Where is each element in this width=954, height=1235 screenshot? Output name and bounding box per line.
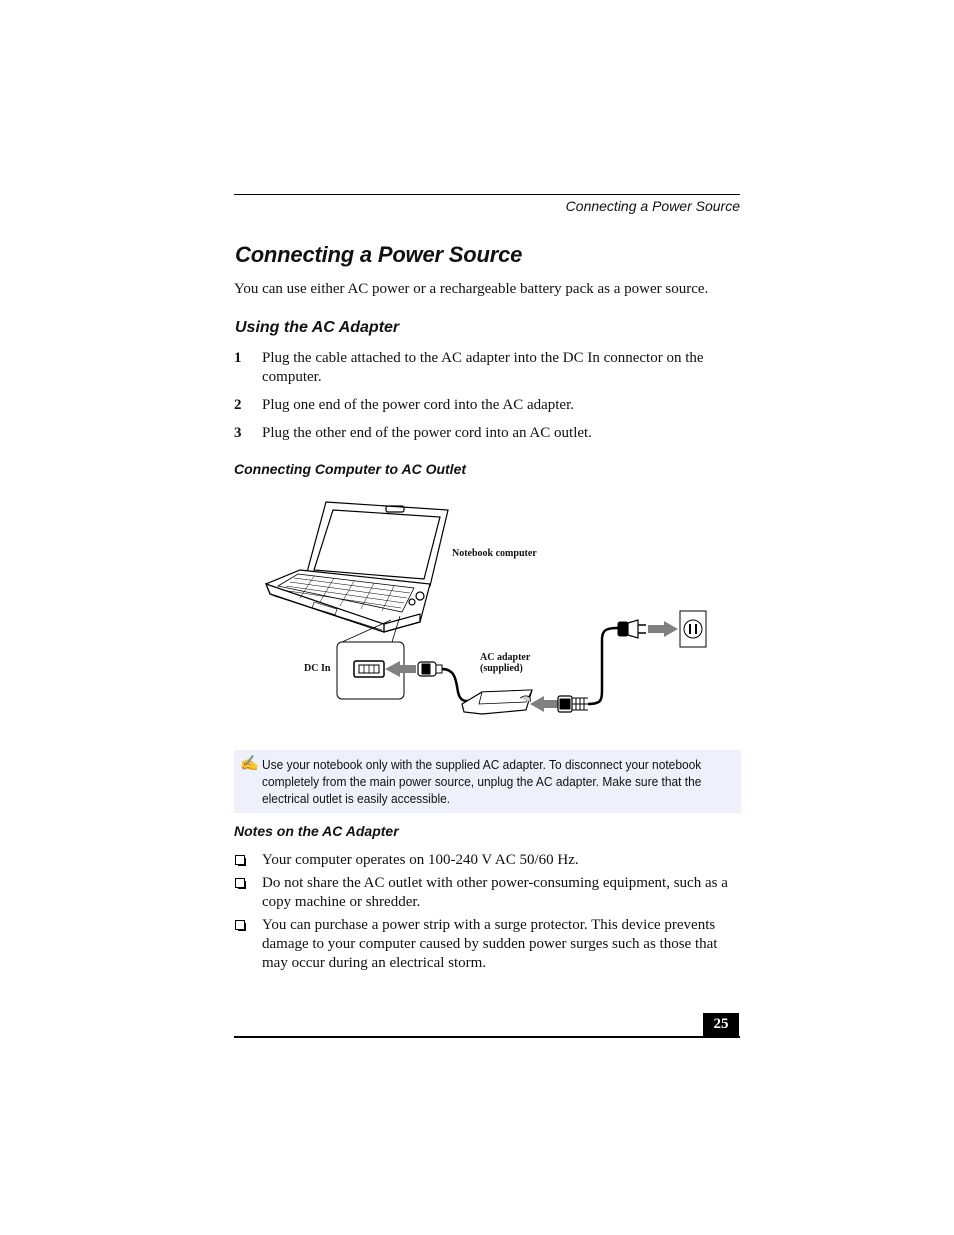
note-box bbox=[234, 750, 741, 813]
intro-paragraph: You can use either AC power or a rechargeable battery pack as a power source. bbox=[234, 281, 709, 297]
step-number: 2 bbox=[234, 397, 242, 413]
bullet-text: Your computer operates on 100-240 V AC 50/60 Hz. bbox=[262, 852, 579, 868]
section-heading: Using the AC Adapter bbox=[235, 319, 400, 336]
note-text: Use your notebook only with the supplied AC adapter. To disconnect your notebook completely from the main power source, unplug the AC adapter. Make sure that the electrical outlet is easily accessible. bbox=[262, 757, 702, 806]
connection-diagram bbox=[234, 492, 740, 732]
figure-caption: Connecting Computer to AC Outlet bbox=[234, 461, 467, 477]
connection-figure bbox=[234, 492, 740, 732]
header-rule bbox=[234, 194, 740, 195]
wall-outlet-icon bbox=[680, 611, 706, 647]
label-ac-adapter-line2: (supplied) bbox=[480, 663, 523, 674]
power-cord-connector-icon bbox=[558, 696, 588, 712]
arrow-icon bbox=[530, 696, 558, 712]
bullet-item bbox=[234, 916, 740, 976]
checkbox-bullet-icon bbox=[235, 878, 245, 888]
bullet-item bbox=[234, 851, 740, 871]
bullet-text: Do not share the AC outlet with other power-consuming equipment, such as a copy machine or shredder. bbox=[262, 875, 728, 910]
bullet-text: You can purchase a power strip with a surge protector. This device prevents damage to your computer caused by sudden power surges such as those that may occur during an electrical storm. bbox=[262, 917, 718, 971]
label-ac-adapter-line1: AC adapter bbox=[480, 652, 531, 663]
page-number: 25 bbox=[703, 1013, 739, 1037]
label-ac-adapter bbox=[480, 652, 530, 674]
step-number: 3 bbox=[234, 425, 242, 441]
footer-rule bbox=[234, 1036, 740, 1038]
running-head: Connecting a Power Source bbox=[565, 198, 740, 214]
step-number: 1 bbox=[234, 350, 242, 366]
ac-plug-icon bbox=[618, 620, 646, 638]
notebook-computer-icon bbox=[266, 502, 448, 632]
step-text: Plug the cable attached to the AC adapter into the DC In connector on the computer. bbox=[262, 350, 704, 385]
label-dc-in: DC In bbox=[304, 663, 331, 674]
step-item bbox=[234, 396, 740, 416]
ac-adapter-icon bbox=[462, 690, 532, 714]
step-text: Plug one end of the power cord into the AC adapter. bbox=[262, 397, 575, 413]
step-text: Plug the other end of the power cord into an AC outlet. bbox=[262, 425, 592, 441]
pencil-note-icon: ✍ bbox=[240, 756, 259, 772]
bullet-item bbox=[234, 874, 740, 914]
label-notebook-computer: Notebook computer bbox=[452, 548, 537, 559]
checkbox-bullet-icon bbox=[235, 920, 245, 930]
page-title: Connecting a Power Source bbox=[235, 242, 523, 267]
step-item bbox=[234, 349, 740, 389]
dc-plug-icon bbox=[418, 662, 442, 676]
arrow-icon bbox=[648, 621, 678, 637]
notes-heading: Notes on the AC Adapter bbox=[234, 823, 399, 839]
checkbox-bullet-icon bbox=[235, 855, 245, 865]
step-item bbox=[234, 424, 740, 444]
